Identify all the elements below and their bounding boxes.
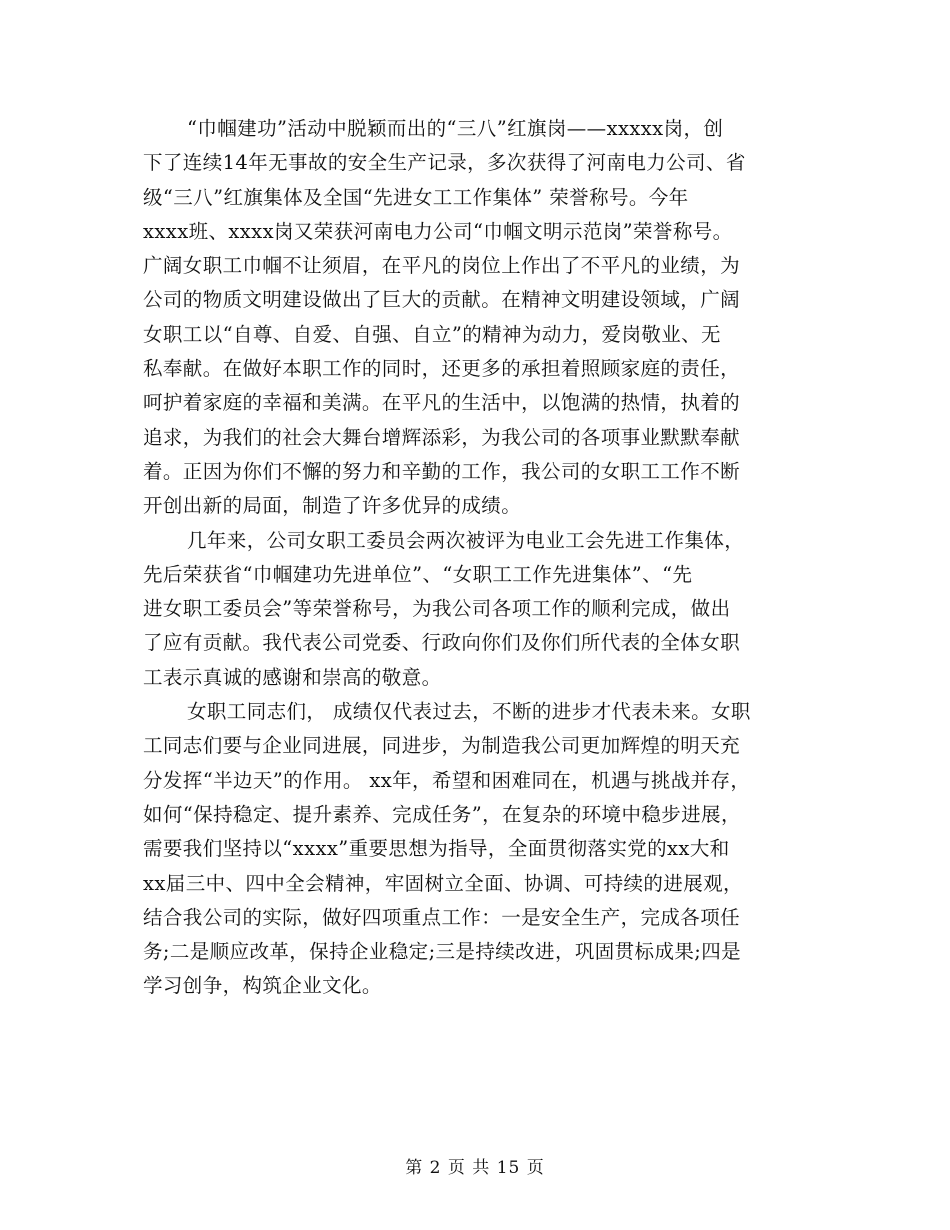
text-line: 需要我们坚持以“xxxx”重要思想为指导，全面贯彻落实党的xx大和: [143, 837, 730, 861]
text-line: 女职工以“自尊、自爱、自强、自立”的精神为动力，爱岗敬业、无: [143, 322, 721, 346]
text-line: 级“三八”红旗集体及全国“先进女工工作集体” 荣誉称号。今年: [143, 185, 689, 209]
text-line: “巾帼建功”活动中脱颖而出的“三八”红旗岗——xxxxx岗，创: [187, 117, 724, 140]
text-line: xx届三中、四中全会精神，牢固树立全面、协调、可持续的进展观，: [143, 871, 743, 895]
text-line: 了应有贡献。我代表公司党委、行政向你们及你们所代表的全体女职: [143, 631, 741, 655]
text-line: 呵护着家庭的幸福和美满。在平凡的生活中，以饱满的热情，执着的: [143, 391, 741, 415]
text-line: xxxx班、xxxx岗又荣获河南电力公司“巾帼文明示范岗”荣誉称号。: [143, 219, 733, 243]
text-line: 公司的物质文明建设做出了巨大的贡献。在精神文明建设领域，广阔: [143, 288, 741, 312]
text-line: 几年来，公司女职工委员会两次被评为电业工会先进工作集体，: [187, 528, 745, 552]
text-line: 学习创争，构筑企业文化。: [143, 974, 382, 998]
text-line: 着。正因为你们不懈的努力和辛勤的工作，我公司的女职工工作不断: [143, 459, 741, 483]
text-line: 下了连续14年无事故的安全生产记录，多次获得了河南电力公司、省: [143, 151, 746, 175]
text-line: 如何“保持稳定、提升素养、完成任务”，在复杂的环境中稳步进展，: [143, 802, 741, 826]
text-line: 分发挥“半边天”的作用。 xx年，希望和困难同在，机遇与挑战并存，: [143, 768, 751, 792]
text-line: 结合我公司的实际，做好四项重点工作：一是安全生产，完成各项任: [143, 905, 741, 929]
page-footer: 第 2 页 共 15 页: [405, 1158, 545, 1178]
text-line: 广阔女职工巾帼不让须眉，在平凡的岗位上作出了不平凡的业绩，为: [143, 254, 741, 278]
text-line: 女职工同志们， 成绩仅代表过去，不断的进步才代表未来。女职: [187, 700, 751, 724]
document-body: [143, 112, 823, 1004]
text-line: 进女职工委员会”等荣誉称号，为我公司各项工作的顺利完成，做出: [143, 597, 731, 621]
paragraph-3: [143, 695, 823, 1004]
text-line: 工表示真诚的感谢和崇高的敬意。: [143, 665, 442, 689]
paragraph-1: [143, 112, 823, 524]
text-line: 开创出新的局面，制造了许多优异的成绩。: [143, 494, 522, 518]
text-line: 先后荣获省“巾帼建功先进单位”、“女职工工作先进集体”、“先: [143, 562, 693, 586]
text-line: 工同志们要与企业同进展，同进步，为制造我公司更加辉煌的明天充: [143, 734, 741, 758]
paragraph-2: [143, 524, 823, 695]
text-line: 务;二是顺应改革，保持企业稳定;三是持续改进，巩固贯标成果;四是: [143, 940, 742, 964]
text-line: 追求，为我们的社会大舞台增辉添彩，为我公司的各项事业默默奉献: [143, 425, 741, 449]
text-line: 私奉献。在做好本职工作的同时，还更多的承担着照顾家庭的责任，: [143, 357, 741, 381]
